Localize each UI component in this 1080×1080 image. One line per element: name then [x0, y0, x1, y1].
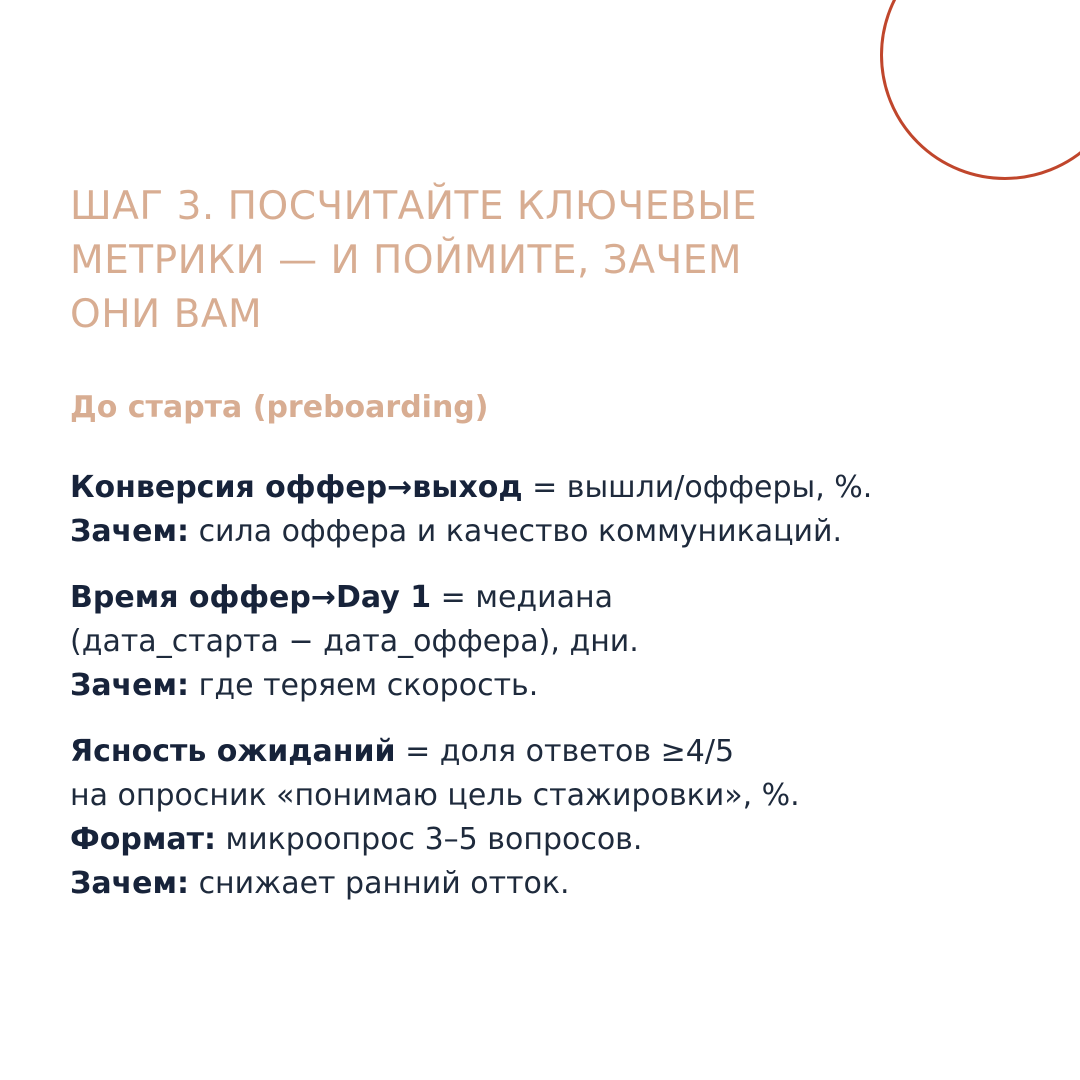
metric-formula: = вышли/офферы, %. — [522, 470, 873, 505]
metric-formula-continuation: на опросник «понимаю цель стажировки», %. — [70, 778, 800, 813]
metric-formula: = доля ответов ≥4/5 — [395, 734, 735, 769]
metric-offer-to-day1-time — [70, 576, 1030, 708]
page-title — [70, 180, 970, 342]
metric-why-line — [70, 862, 1030, 906]
format-label: Формат: — [70, 822, 216, 857]
format-text: микроопрос 3–5 вопросов. — [216, 822, 643, 857]
title-line-3: ОНИ ВАМ — [70, 292, 263, 337]
title-line-2: МЕТРИКИ — И ПОЙМИТЕ, ЗАЧЕМ — [70, 238, 743, 283]
metric-name: Время оффер→Day 1 — [70, 580, 432, 615]
why-label: Зачем: — [70, 866, 190, 901]
decorative-circle — [880, 0, 1080, 180]
metric-offer-conversion — [70, 466, 1030, 554]
metric-formula: = медиана — [431, 580, 614, 615]
section-subtitle: До старта (preboarding) — [70, 390, 489, 425]
metric-format-line — [70, 818, 1030, 862]
why-text: где теряем скорость. — [189, 668, 539, 703]
metric-why-line — [70, 510, 1030, 554]
metric-formula-continuation: (дата_старта − дата_оффера), дни. — [70, 624, 639, 659]
metric-formula-line — [70, 730, 1030, 774]
why-label: Зачем: — [70, 668, 190, 703]
metric-formula-line — [70, 466, 1030, 510]
why-label: Зачем: — [70, 514, 190, 549]
why-text: снижает ранний отток. — [189, 866, 570, 901]
metrics-list — [70, 466, 1030, 928]
metric-name: Конверсия оффер→выход — [70, 470, 523, 505]
why-text: сила оффера и качество коммуникаций. — [189, 514, 843, 549]
metric-expectations-clarity — [70, 730, 1030, 906]
title-line-1: ШАГ 3. ПОСЧИТАЙТЕ КЛЮЧЕВЫЕ — [70, 184, 758, 229]
metric-why-line — [70, 664, 1030, 708]
metric-name: Ясность ожиданий — [70, 734, 396, 769]
metric-formula-line — [70, 576, 1030, 620]
